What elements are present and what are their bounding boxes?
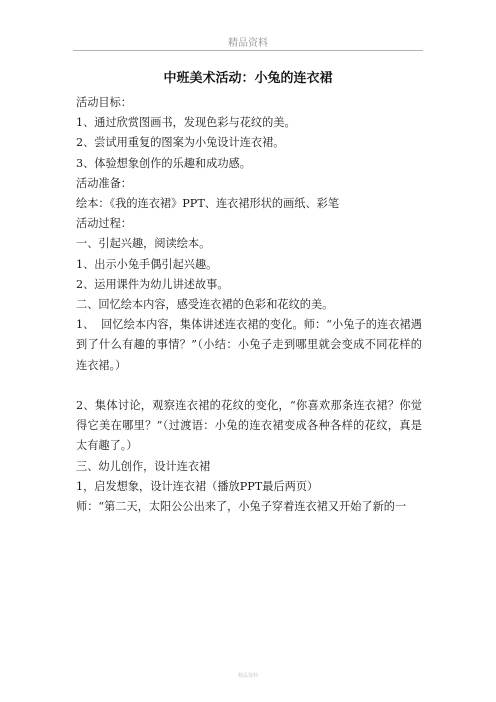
process-item: [76, 315, 422, 376]
preparation-heading: 活动准备：: [76, 176, 132, 190]
goal-item: 1、通过欣赏图画书，发现色彩与花纹的美。: [76, 116, 296, 130]
section-heading: 一、引起兴趣，阅读绘本。: [76, 237, 211, 251]
page-footer: 精品资料: [237, 673, 258, 679]
item-text: 回忆绘本内容，集体讲述连衣裙的变化。师：“小兔子的连衣裙遇到了什么有趣的事情？”（小结：小兔子走到哪里就会变成不同花样的连衣裙。）: [76, 318, 422, 372]
preparation-item: 绘本：《我的连衣裙》PPT、连衣裙形状的画纸、彩笔: [76, 197, 340, 211]
section-heading: 二、回忆绘本内容，感受连衣裙的色彩和花纹的美。: [76, 298, 334, 312]
document-title: 中班美术活动：小兔的连衣裙: [163, 71, 333, 86]
header-divider: [73, 50, 423, 51]
process-item: 2、运用课件为幼儿讲述故事。: [76, 277, 229, 291]
goal-item: 3、体验想象创作的乐趣和成功感。: [76, 156, 251, 170]
goals-heading: 活动目标：: [76, 96, 132, 109]
process-heading: 活动过程：: [76, 217, 132, 231]
item-number: 1、: [76, 318, 95, 332]
page-header: 精品资料: [228, 38, 268, 49]
document-body: [76, 93, 422, 517]
process-item: 2、集体讨论，观察连衣裙的花纹的变化，“你喜欢那条连衣裙？你觉得它美在哪里？”（过渡语：小兔的连衣裙变成各种各样的花纹，真是太有趣了。）: [76, 399, 422, 453]
process-item: 1、出示小兔手偶引起兴趣。: [76, 257, 218, 271]
process-item: 师：“第二天，太阳公公出来了，小兔子穿着连衣裙又开始了新的一: [76, 500, 407, 514]
section-heading: 三、幼儿创作，设计连衣裙: [76, 459, 211, 473]
process-item: 1，启发想象，设计连衣裙（播放PPT最后两页）: [76, 479, 319, 493]
goal-item: 2、尝试用重复的图案为小兔设计连衣裙。: [76, 136, 285, 150]
